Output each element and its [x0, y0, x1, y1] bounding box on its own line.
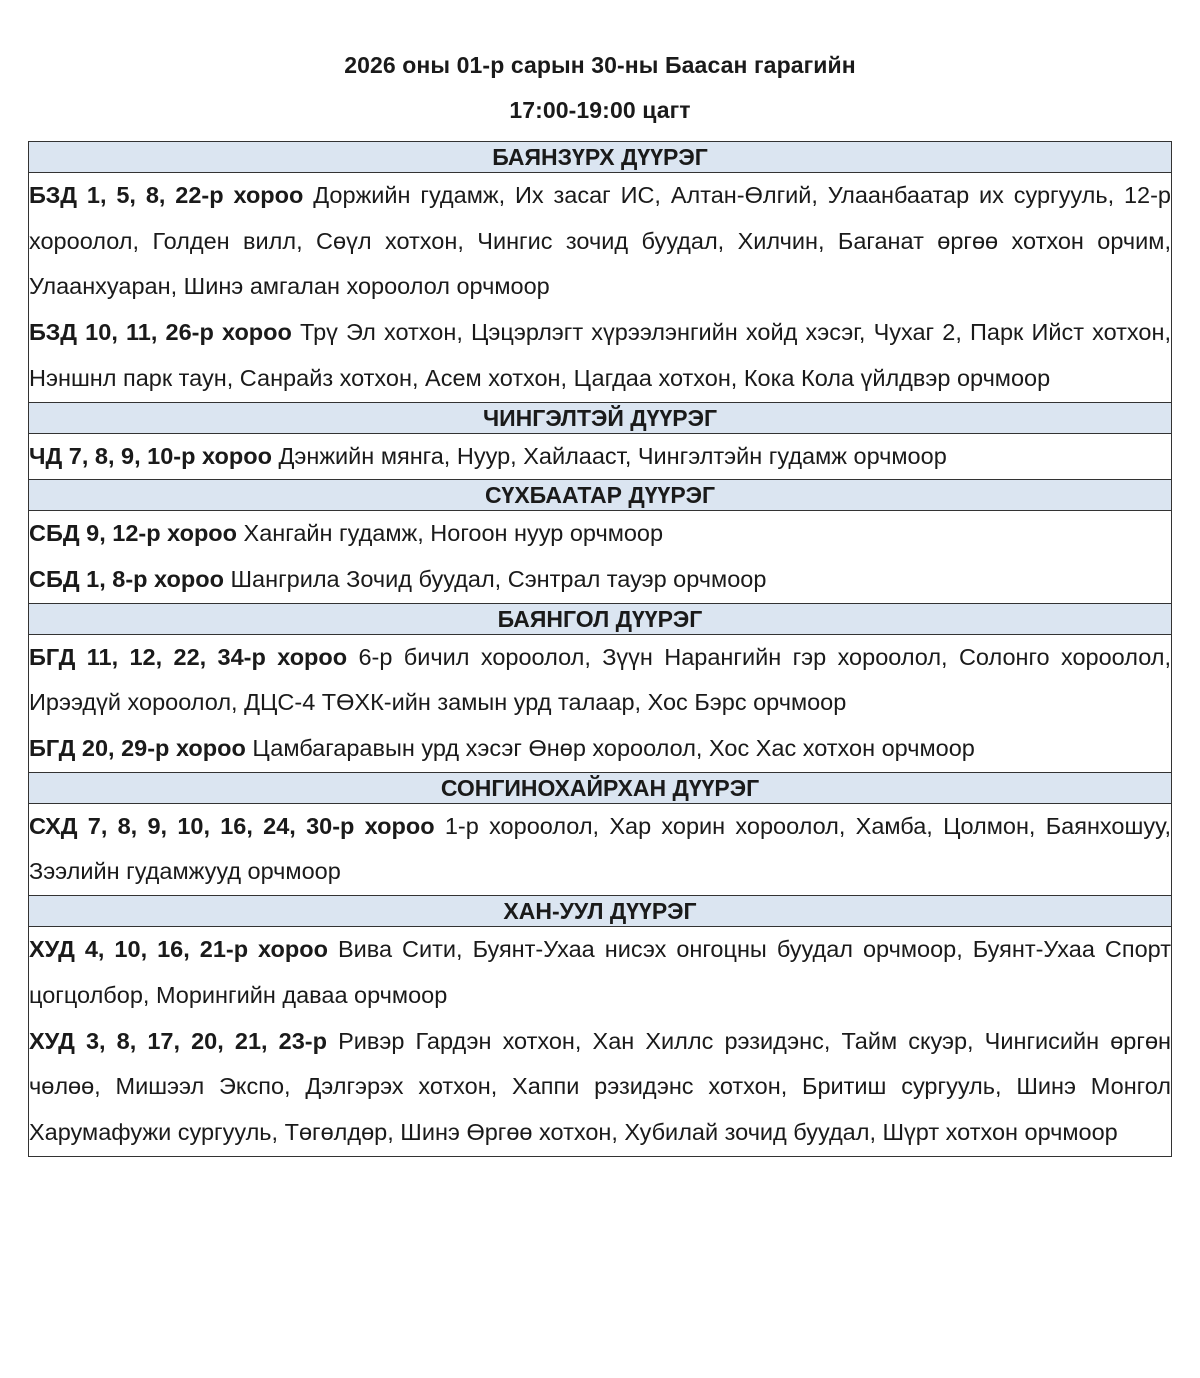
khoroo-entry — [29, 1019, 1171, 1156]
khoroo-code: СБД 9, 12-р хороо — [29, 520, 238, 547]
khoroo-entry — [29, 310, 1171, 401]
khoroo-entry — [29, 927, 1171, 1018]
khoroo-places: 1-р хороолол, Хар хорин хороолол, Хамба, Цолмон, Баянхошуу, Зээлийн гудамжууд орчмоор — [29, 812, 1172, 885]
khoroo-code: БЗД 1, 5, 8, 22-р хороо — [29, 182, 304, 208]
district-header-row — [29, 896, 1172, 927]
district-body-row — [29, 927, 1172, 1157]
khoroo-places: Вива Сити, Буянт-Ухаа нисэх онгоцны буудал орчмоор, Буянт-Ухаа Спорт цогцолбор, Морингийн даваа орчмоор — [29, 936, 1171, 1008]
khoroo-code: БГД 11, 12, 22, 34-р хороо — [29, 643, 348, 670]
khoroo-places: Шангрила Зочид буудал, Сэнтрал тауэр орчмоор — [230, 565, 767, 592]
khoroo-code: ЧД 7, 8, 9, 10-р хороо — [29, 442, 272, 469]
district-body-row — [29, 803, 1172, 895]
district-body-row — [29, 634, 1172, 772]
district-body-row — [29, 173, 1172, 403]
khoroo-places: Дэнжийн мянга, Нуур, Хайлааст, Чингэлтэйн гудамж орчмоор — [278, 442, 947, 469]
district-name: СОНГИНОХАЙРХАН ДҮҮРЭГ — [29, 772, 1172, 803]
district-header-row — [29, 142, 1172, 173]
district-name: БАЯНГОЛ ДҮҮРЭГ — [29, 603, 1172, 634]
district-body-row — [29, 511, 1172, 603]
khoroo-places: 6-р бичил хороолол, Зүүн Нарангийн гэр хороолол, Солонго хороолол, Ирээдүй хороолол, ДЦС-4 ТӨХК-ийн замын урд талаар, Хос Бэрс орчмоор — [29, 643, 1172, 716]
khoroo-code: БЗД 10, 11, 26-р хороо — [29, 319, 292, 346]
khoroo-places: Цамбагаравын урд хэсэг Өнөр хороолол, Хос Хас хотхон орчмоор — [252, 735, 975, 762]
khoroo-places: Хангайн гудамж, Ногоон нуур орчмоор — [243, 520, 664, 547]
khoroo-places: Доржийн гудамж, Их засаг ИС, Алтан-Өлгий, Улаанбаатар их сургууль, 12-р хороолол, Голден вилл, Сөүл хотхон, Чингис зочид буудал, Хилчин, Баганат өргөө хотхон орчим, Улаанхуаран, Шинэ амгалан хороолол орчмоор — [29, 182, 1171, 300]
schedule-time: 17:00-19:00 цагт — [509, 97, 691, 123]
district-entries — [29, 634, 1172, 772]
khoroo-entry — [29, 804, 1171, 895]
khoroo-entry — [29, 557, 1171, 603]
district-schedule-table — [28, 141, 1172, 1157]
khoroo-code: ХУД 3, 8, 17, 20, 21, 23-р — [29, 1027, 327, 1054]
khoroo-code: БГД 20, 29-р хороо — [29, 735, 246, 762]
district-body-row — [29, 433, 1172, 480]
district-header-row — [29, 603, 1172, 634]
district-entries — [29, 433, 1172, 480]
khoroo-places: Ривэр Гардэн хотхон, Хан Хиллс рэзидэнс, Тайм скуэр, Чингисийн өргөн чөлөө, Мишээл Экспо, Дэлгэрэх хотхон, Хаппи рэзидэнс хотхон, Бритиш сургууль, Шинэ Монгол Харумафужи сургууль, Төгөлдөр, Шинэ Өргөө хотхон, Хубилай зочид буудал, Шүрт хотхон орчмоор — [29, 1027, 1171, 1145]
district-entries — [29, 511, 1172, 603]
district-header-row — [29, 480, 1172, 511]
district-name: ХАН-УУЛ ДҮҮРЭГ — [29, 896, 1172, 927]
district-name: ЧИНГЭЛТЭЙ ДҮҮРЭГ — [29, 402, 1172, 433]
district-entries — [29, 173, 1172, 403]
district-entries — [29, 927, 1172, 1157]
khoroo-entry — [29, 511, 1171, 557]
khoroo-entry — [29, 434, 1171, 480]
schedule-date: 2026 оны 01-р сарын 30-ны Баасан гарагийн — [344, 52, 856, 78]
khoroo-entry — [29, 635, 1171, 726]
district-name: СҮХБААТАР ДҮҮРЭГ — [29, 480, 1172, 511]
khoroo-places: Трү Эл хотхон, Цэцэрлэгт хүрээлэнгийн хойд хэсэг, Чухаг 2, Парк Ийст хотхон, Нэншнл парк таун, Санрайз хотхон, Асем хотхон, Цагдаа хотхон, Кока Кола үйлдвэр орчмоор — [29, 319, 1171, 391]
khoroo-code: СХД 7, 8, 9, 10, 16, 24, 30-р хороо — [29, 812, 435, 839]
district-header-row — [29, 772, 1172, 803]
khoroo-entry — [29, 726, 1171, 772]
district-entries — [29, 803, 1172, 895]
khoroo-code: СБД 1, 8-р хороо — [29, 565, 224, 592]
district-header-row — [29, 402, 1172, 433]
khoroo-code: ХУД 4, 10, 16, 21-р хороо — [29, 936, 328, 963]
khoroo-entry — [29, 173, 1171, 310]
district-name: БАЯНЗҮРХ ДҮҮРЭГ — [29, 142, 1172, 173]
